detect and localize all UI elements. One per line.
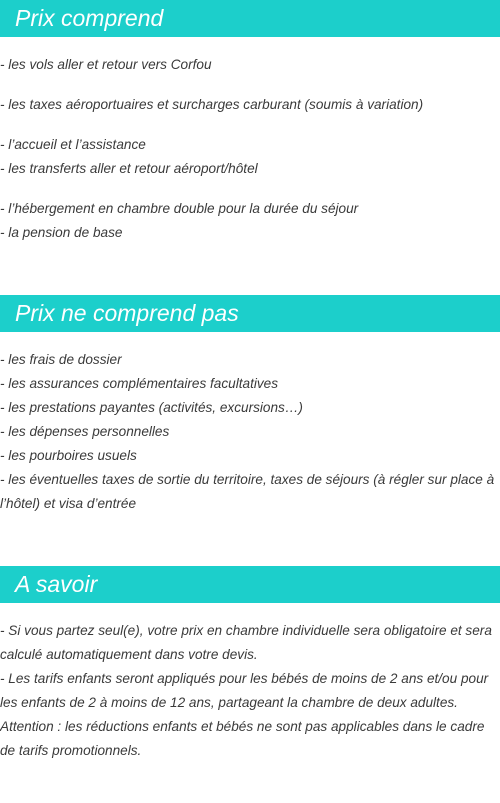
list-item: - les prestations payantes (activités, excursions…) [0, 400, 303, 415]
list-item: Attention : les réductions enfants et bébés ne sont pas applicables dans le cadre de tarifs promotionnels. [0, 719, 485, 758]
list-item: - les transferts aller et retour aéroport/hôtel [0, 161, 258, 176]
list-item: - les assurances complémentaires facultatives [0, 376, 279, 391]
list-item: - l’accueil et l’assistance [0, 137, 146, 152]
list-item: - les dépenses personnelles [0, 424, 170, 439]
list-item: - les vols aller et retour vers Corfou [0, 57, 212, 72]
list-item: - les pourboires usuels [0, 448, 137, 463]
list-item: - la pension de base [0, 225, 123, 240]
section-title-prix-comprend: Prix comprend [0, 0, 500, 37]
list-item: - Les tarifs enfants seront appliqués pour les bébés de moins de 2 ans et/ou pour les enfants de 2 à moins de 12 ans, partageant la chambre de deux adultes. [0, 671, 489, 710]
list-item: - les frais de dossier [0, 352, 122, 367]
section-title-prix-ne-comprend-pas: Prix ne comprend pas [0, 295, 500, 332]
list-item: - les taxes aéroportuaires et surcharges carburant (soumis à variation) [0, 97, 424, 112]
list-item: - les éventuelles taxes de sortie du territoire, taxes de séjours (à régler sur place à l’hôtel) et visa d’entrée [0, 472, 495, 511]
list-item: - Si vous partez seul(e), votre prix en chambre individuelle sera obligatoire et sera calculé automatiquement dans votre devis. [0, 623, 492, 662]
list-item: - l’hébergement en chambre double pour la durée du séjour [0, 201, 359, 216]
section-title-a-savoir: A savoir [0, 566, 500, 603]
